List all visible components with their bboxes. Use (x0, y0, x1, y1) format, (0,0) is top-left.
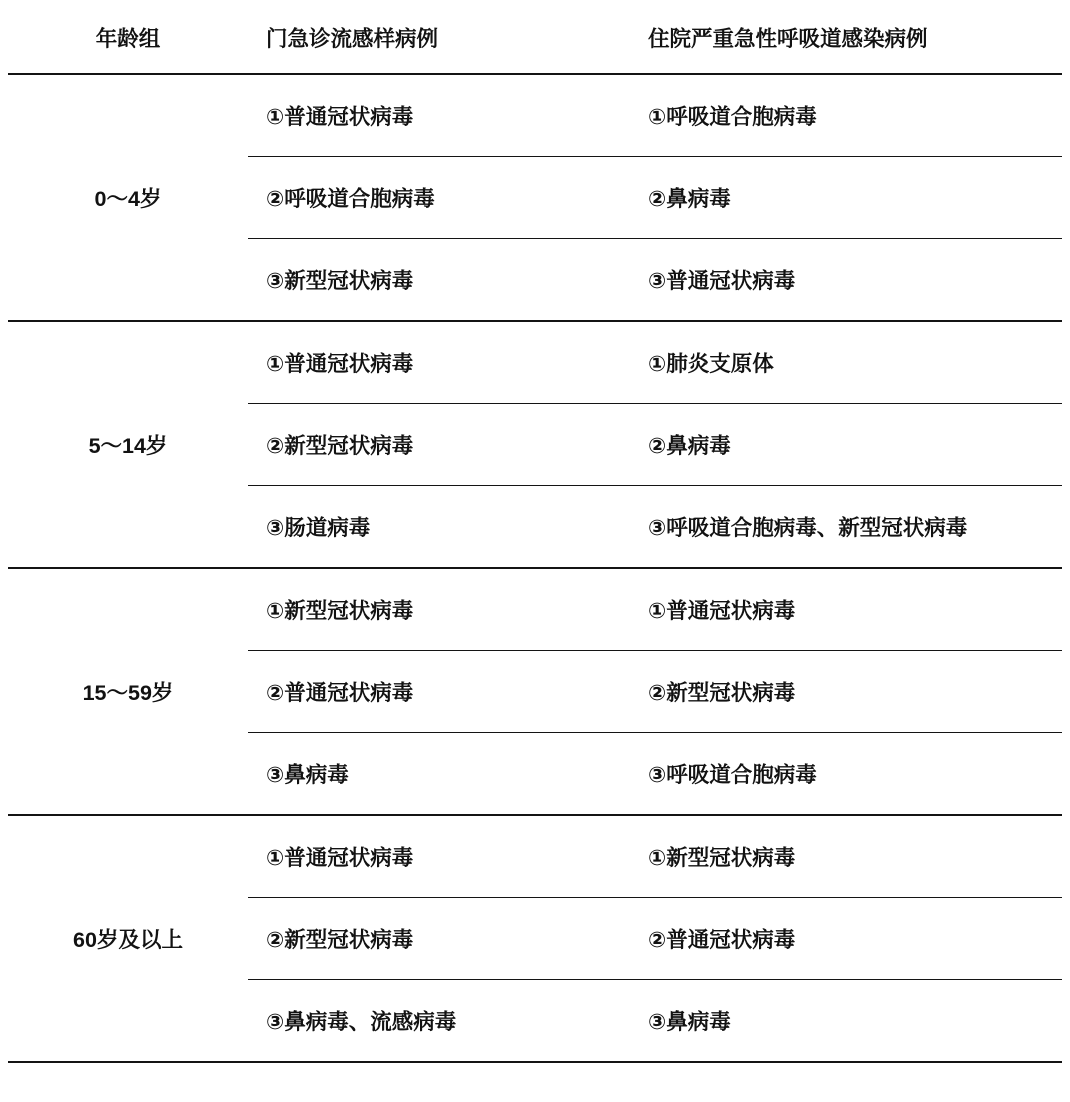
table-row (8, 816, 1062, 898)
cell-sari: ①肺炎支原体 (630, 322, 1062, 404)
column-header-age: 年龄组 (95, 27, 161, 51)
age-group-label: 5～14岁 (88, 434, 168, 458)
cell-ili: ②新型冠状病毒 (248, 898, 630, 980)
virus-ranking-table (8, 0, 1062, 1063)
table-header-row (8, 0, 1062, 74)
cell-ili: ①普通冠状病毒 (248, 75, 630, 157)
cell-ili: ③鼻病毒 (266, 763, 349, 787)
cell-sari: ③呼吸道合胞病毒、新型冠状病毒 (648, 516, 968, 540)
cell-sari: ①呼吸道合胞病毒 (630, 75, 1062, 157)
table-row (8, 322, 1062, 404)
cell-ili: ②普通冠状病毒 (248, 651, 630, 733)
cell-sari: ①普通冠状病毒 (630, 569, 1062, 651)
cell-ili: ①普通冠状病毒 (248, 816, 630, 898)
cell-sari: ②鼻病毒 (630, 157, 1062, 239)
cell-sari: ③呼吸道合胞病毒 (648, 763, 817, 787)
cell-sari: ②鼻病毒 (630, 404, 1062, 486)
cell-ili: ②呼吸道合胞病毒 (248, 157, 630, 239)
cell-ili: ①新型冠状病毒 (248, 569, 630, 651)
cell-ili: ③新型冠状病毒 (266, 269, 414, 293)
age-group-label: 15～59岁 (82, 681, 174, 705)
table-bottom-border (8, 1062, 1062, 1063)
cell-sari: ①新型冠状病毒 (630, 816, 1062, 898)
cell-sari: ③鼻病毒 (648, 1010, 731, 1034)
age-group-label: 60岁及以上 (73, 928, 183, 952)
table-row (8, 569, 1062, 651)
cell-ili: ③鼻病毒、流感病毒 (266, 1010, 457, 1034)
table-row (8, 75, 1062, 157)
column-header-sari: 住院严重急性呼吸道感染病例 (648, 27, 928, 51)
column-header-ili: 门急诊流感样病例 (266, 27, 439, 51)
cell-ili: ②新型冠状病毒 (248, 404, 630, 486)
cell-sari: ③普通冠状病毒 (648, 269, 796, 293)
cell-ili: ①普通冠状病毒 (248, 322, 630, 404)
age-group-label: 0～4岁 (94, 187, 162, 211)
cell-ili: ③肠道病毒 (266, 516, 371, 540)
cell-sari: ②新型冠状病毒 (630, 651, 1062, 733)
cell-sari: ②普通冠状病毒 (630, 898, 1062, 980)
